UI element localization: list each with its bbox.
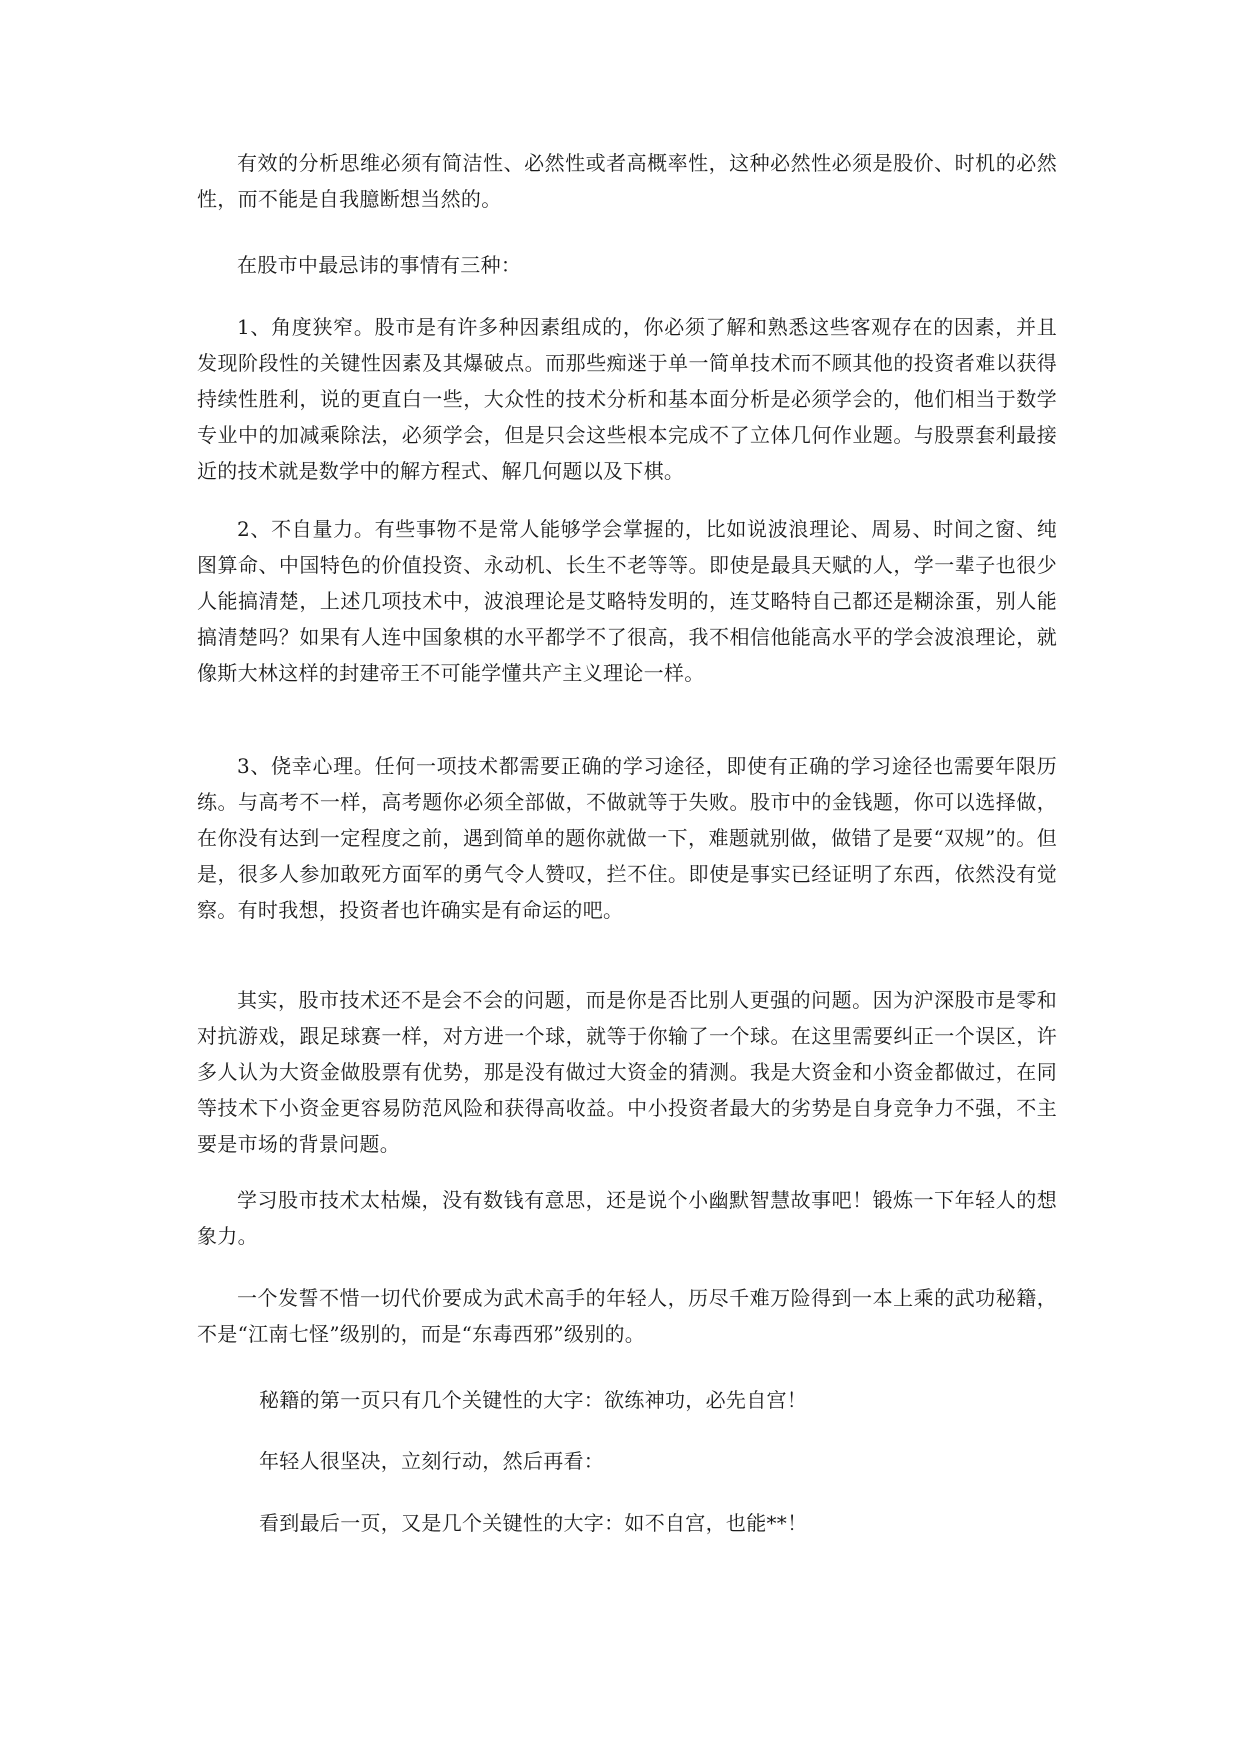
paragraph-last-page: 看到最后一页，又是几个关键性的大字：如不自宫，也能**！ <box>259 1511 808 1535</box>
paragraph-actually: 其实，股市技术还不是会不会的问题，而是你是否比别人更强的问题。因为沪深股市是零和对抗游戏，跟足球赛一样，对方进一个球，就等于你输了一个球。在这里需要纠正一个误区，许多人认为大资金做股票有优势，那是没有做过大资金的猜测。我是大资金和小资金都做过，在同等技术下小资金更容易防范风险和获得高收益。中小投资者最大的劣势是自身竞争力不强，不主要是市场的背景问题。 <box>197 988 1057 1156</box>
paragraph-first-page: 秘籍的第一页只有几个关键性的大字：欲练神功，必先自宫！ <box>259 1388 808 1412</box>
paragraph-three-taboos-intro: 在股市中最忌讳的事情有三种： <box>237 253 522 277</box>
paragraph-story-intro: 学习股市技术太枯燥，没有数钱有意思，还是说个小幽默智慧故事吧！锻炼一下年轻人的想象力。 <box>197 1188 1057 1248</box>
paragraph-young-man: 一个发誓不惜一切代价要成为武术高手的年轻人，历尽千难万险得到一本上乘的武功秘籍，不是“江南七怪”级别的，而是“东毒西邪”级别的。 <box>197 1286 1057 1346</box>
paragraph-taboo-3-luck: 3、侥幸心理。任何一项技术都需要正确的学习途径，即使有正确的学习途径也需要年限历练。与高考不一样，高考题你必须全部做，不做就等于失败。股市中的金钱题，你可以选择做，在你没有达到一定程度之前，遇到简单的题你就做一下，难题就别做，做错了是要“双规”的。但是，很多人参加敢死方面军的勇气令人赞叹，拦不住。即使是事实已经证明了东西，依然没有觉察。有时我想，投资者也许确实是有命运的吧。 <box>197 754 1057 922</box>
paragraph-taboo-1-narrow-view: 1、角度狭窄。股市是有许多种因素组成的，你必须了解和熟悉这些客观存在的因素，并且发现阶段性的关键性因素及其爆破点。而那些痴迷于单一简单技术而不顾其他的投资者难以获得持续性胜利，说的更直白一些，大众性的技术分析和基本面分析是必须学会的，他们相当于数学专业中的加减乘除法，必须学会，但是只会这些根本完成不了立体几何作业题。与股票套利最接近的技术就是数学中的解方程式、解几何题以及下棋。 <box>197 315 1057 483</box>
paragraph-then-look: 年轻人很坚决，立刻行动，然后再看： <box>259 1449 605 1473</box>
paragraph-analysis-thinking: 有效的分析思维必须有简洁性、必然性或者高概率性，这种必然性必须是股价、时机的必然性，而不能是自我臆断想当然的。 <box>197 151 1057 211</box>
paragraph-taboo-2-overestimate: 2、不自量力。有些事物不是常人能够学会掌握的，比如说波浪理论、周易、时间之窗、纯图算命、中国特色的价值投资、永动机、长生不老等等。即使是最具天赋的人，学一辈子也很少人能搞清楚，上述几项技术中，波浪理论是艾略特发明的，连艾略特自己都还是糊涂蛋，别人能搞清楚吗？如果有人连中国象棋的水平都学不了很高，我不相信他能高水平的学会波浪理论，就像斯大林这样的封建帝王不可能学懂共产主义理论一样。 <box>197 517 1057 685</box>
